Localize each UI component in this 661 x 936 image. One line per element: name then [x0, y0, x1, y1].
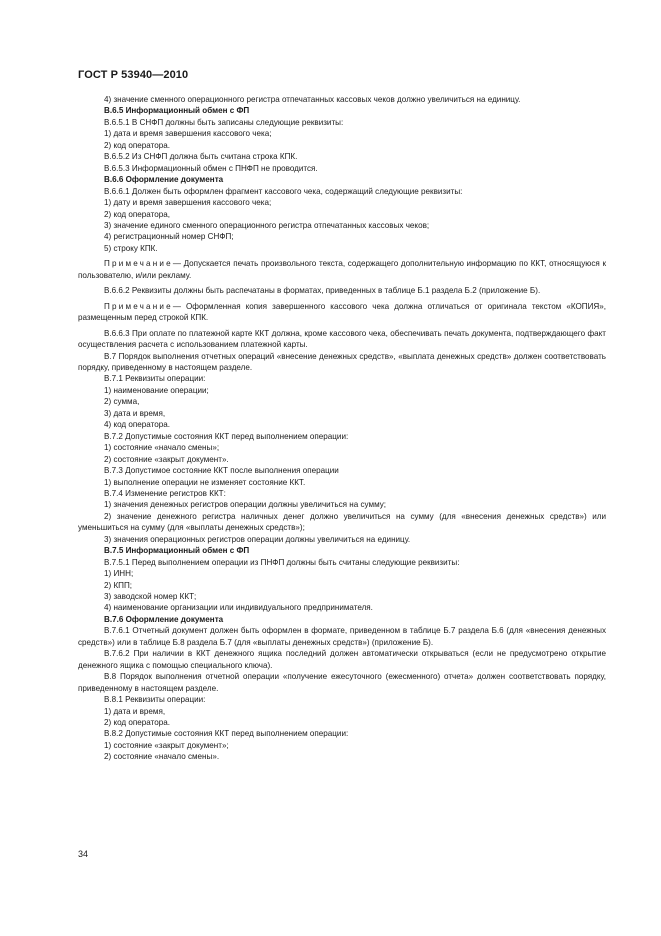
section-heading: В.7.6 Оформление документа [104, 614, 224, 624]
section-heading: В.6.5 Информационный обмен с ФП [104, 106, 250, 116]
paragraph: 3) значения операционных регистров операции должны увеличиться на единицу. [104, 534, 411, 544]
paragraph: 2) код оператора. [104, 718, 170, 728]
paragraph: 1) выполнение операции не изменяет состояние ККТ. [104, 477, 306, 487]
paragraph: В.7.5.1 Перед выполнением операции из ПНФП должны быть считаны следующие реквизиты: [104, 557, 460, 567]
paragraph: 2) состояние «закрыт документ». [104, 454, 229, 464]
paragraph: 4) наименование организации или индивидуального предпринимателя. [104, 603, 373, 613]
paragraph: 1) дата и время, [104, 706, 166, 716]
paragraph: В.6.6.2 Реквизиты должны быть распечатаны в форматах, приведенных в таблице Б.1 раздела Б.2 (приложение Б). [104, 286, 541, 296]
page-number: 34 [78, 849, 89, 859]
paragraph: 5) строку КПК. [104, 243, 158, 253]
paragraph: В.8 Порядок выполнения отчетной операции «получение ежесуточного (ежесменного) отчета» должен соответствовать порядку, приведенному в настоящем разделе. [78, 672, 606, 693]
paragraph: 2) код оператора. [104, 140, 170, 150]
paragraph: 2) код оператора, [104, 209, 170, 219]
paragraph: В.7.6.1 Отчетный документ должен быть оформлен в формате, приведенном в таблице Б.7 раздела Б.6 (для «внесения денежных средств») или в таблице Б.8 раздела Б.7 (для «выплаты денежных средств») (приложение Б). [78, 626, 606, 647]
note-paragraph [78, 301, 606, 324]
paragraph: В.7.6.2 При наличии в ККТ денежного ящика последний должен автоматически открываться (если не предусмотрено открытие денежного ящика с помощью специального ключа). [78, 649, 606, 670]
note-label: Примечание [104, 301, 173, 311]
paragraph: 1) значения денежных регистров операции должны увеличиться на сумму; [104, 500, 387, 510]
paragraph: 4) код оператора. [104, 420, 170, 430]
paragraph: 3) дата и время, [104, 408, 166, 418]
paragraph: В.7.3 Допустимое состояние ККТ после выполнения операции [104, 466, 339, 476]
paragraph: 1) ИНН; [104, 569, 134, 579]
paragraph: В.6.5.1 В СНФП должны быть записаны следующие реквизиты: [104, 117, 344, 127]
document-header: ГОСТ Р 53940—2010 [78, 69, 189, 81]
paragraph: 2) КПП; [104, 580, 133, 590]
paragraph: 4) регистрационный номер СНФП; [104, 232, 234, 242]
paragraph: В.6.5.3 Информационный обмен с ПНФП не проводится. [104, 163, 318, 173]
paragraph: В.8.2 Допустимые состояния ККТ перед выполнением операции: [104, 729, 349, 739]
section-heading: В.6.6 Оформление документа [104, 175, 224, 185]
paragraph: 3) заводской номер ККТ; [104, 592, 197, 602]
paragraph: В.7.4 Изменение регистров ККТ: [104, 488, 226, 498]
paragraph: В.7 Порядок выполнения отчетных операций «внесение денежных средств», «выплата денежных средств» должен соответствовать порядку, приведенному в настоящем разделе. [78, 351, 606, 372]
paragraph: 2) значение денежного регистра наличных денег должно увеличиться на сумму (для «внесения денежных средств») или уменьшиться на сумму (для «выплаты денежных средств»); [78, 511, 606, 533]
paragraph: 1) наименование операции; [104, 385, 209, 395]
paragraph: В.7.2 Допустимые состояния ККТ перед выполнением операции: [104, 431, 349, 441]
paragraph: 2) состояние «начало смены». [104, 752, 220, 762]
paragraph: 1) состояние «начало смены»; [104, 443, 220, 453]
paragraph: 1) дата и время завершения кассового чека; [104, 129, 272, 139]
document-body [78, 94, 606, 763]
note-text: — Допускается печать произвольного текста, содержащего дополнительную информацию по ККТ, относящуюся к пользователю, и/или рекламу. [78, 259, 606, 280]
note-label: Примечание [104, 259, 173, 269]
paragraph: 1) состояние «закрыт документ»; [104, 740, 229, 750]
section-heading: В.7.5 Информационный обмен с ФП [104, 546, 250, 556]
paragraph: 3) значение единого сменного операционного регистра отпечатанных кассовых чеков; [104, 220, 430, 230]
paragraph: В.6.5.2 Из СНФП должна быть считана строка КПК. [104, 152, 298, 162]
paragraph: 1) дату и время завершения кассового чека; [104, 198, 272, 208]
paragraph: В.7.1 Реквизиты операции: [104, 374, 206, 384]
paragraph: В.6.6.1 Должен быть оформлен фрагмент кассового чека, содержащий следующие реквизиты: [104, 186, 463, 196]
paragraph: В.8.1 Реквизиты операции: [104, 695, 206, 705]
note-paragraph [78, 258, 606, 281]
paragraph: В.6.6.3 При оплате по платежной карте ККТ должна, кроме кассового чека, обеспечивать печать документа, подтверждающего факт осуществления расчета с использованием платежной карты. [78, 328, 606, 350]
paragraph: 2) сумма, [104, 397, 140, 407]
note-text: — Оформленная копия завершенного кассового чека должна отличаться от оригинала текстом «КОПИЯ», размещенным перед строкой КПК. [78, 301, 606, 323]
paragraph: 4) значение сменного операционного регистра отпечатанных кассовых чеков должно увеличиться на единицу. [104, 95, 521, 104]
